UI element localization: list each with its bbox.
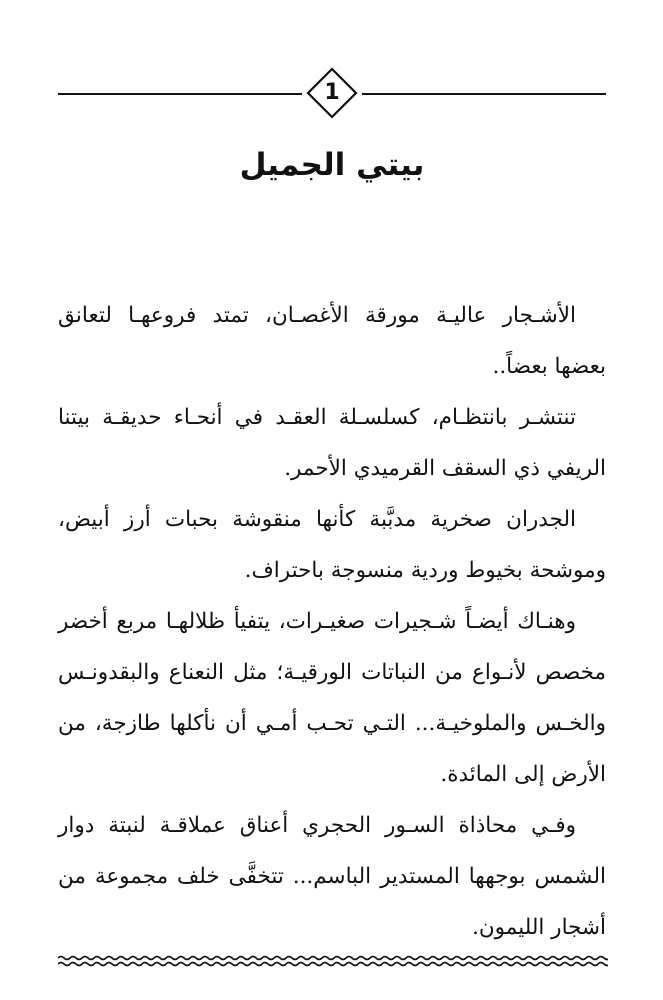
paragraph-2: تنتشـر بانتظـام، كسلسـلة العقـد في أنحـاء حديقـة بيتنا الريفي ذي السقف القرميدي الأحمر.: [58, 405, 606, 481]
header-rule-left: [58, 93, 302, 95]
header-rule-right: [362, 93, 606, 95]
chapter-number: 1: [324, 80, 340, 105]
paragraph-3: الجدران صخرية مدبَّبة كأنها منقوشة بحبات أرز أبيض، وموشحة بخيوط وردية منسوجة باحتراف.: [58, 507, 606, 583]
paragraph-4: وهنـاك أيضـاً شـجيرات صغيـرات، يتفيأ ظلالهـا مربع أخضر مخصص لأنـواع من النباتات الورقيـة؛ مثل النعناع والبقدونـس والخـس والملوخيـة... التـي تحـب أمـي أن نأكلها طازجة، من الأرض إلى المائدة.: [58, 609, 606, 787]
chapter-title: بيتي الجميل: [239, 147, 425, 183]
paragraph-5: وفـي محاذاة السـور الحجري أعناق عملاقـة لنبتة دوار الشمس بوجهها المستدير الباسم... تتخفَّى خلف مجموعة من أشجار الليمون.: [58, 813, 606, 940]
chapter-body: [58, 290, 606, 953]
paragraph-1: الأشـجار عاليـة مورقة الأغصـان، تمتد فروعهـا لتعانق بعضها بعضاً..: [58, 303, 606, 379]
chapter-number-badge: [306, 67, 358, 119]
wavy-divider: [58, 952, 608, 970]
